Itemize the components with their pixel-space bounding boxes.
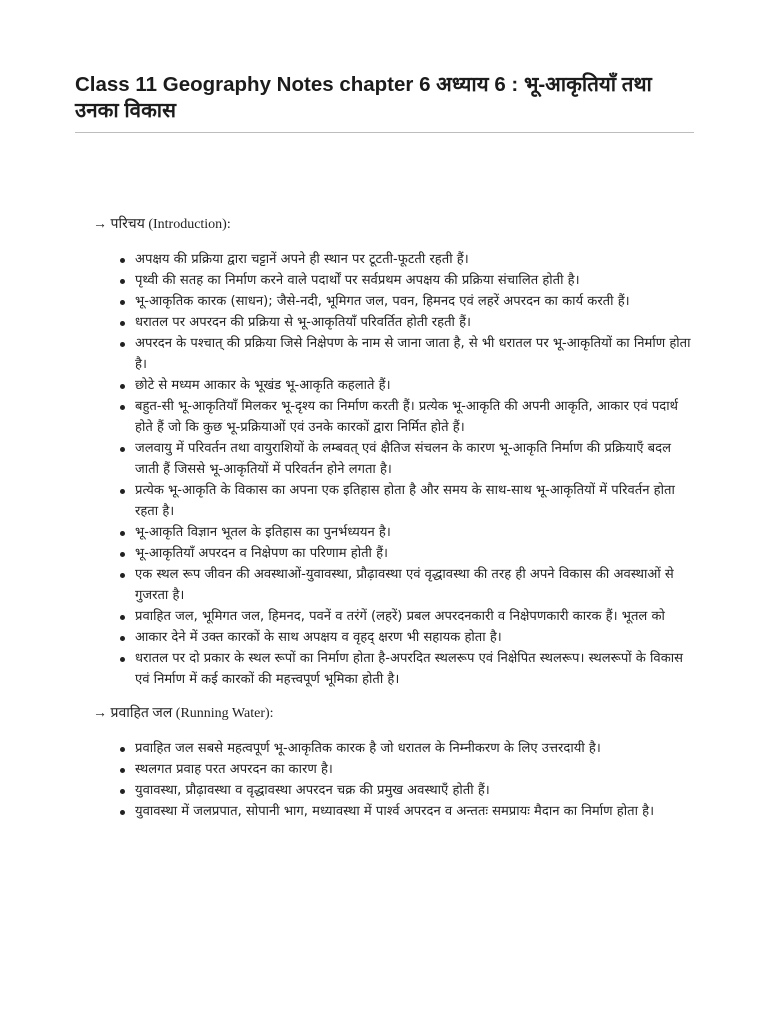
list-item: धरातल पर अपरदन की प्रक्रिया से भू-आकृतियाँ परिवर्तित होती रहती हैं। — [135, 312, 695, 333]
list-item: भू-आकृतिक कारक (साधन); जैसे-नदी, भूमिगत जल, पवन, हिमनद एवं लहरें अपरदन का कार्य करती हैं। — [135, 291, 695, 312]
list-item: अपरदन के पश्चात् की प्रक्रिया जिसे निक्षेपण के नाम से जाना जाता है, से भी धरातल पर भू-आकृतियों का निर्माण होता है। — [135, 333, 695, 375]
list-item: धरातल पर दो प्रकार के स्थल रूपों का निर्माण होता है-अपरदित स्थलरूप एवं निक्षेपित स्थलरूप। स्थलरूपों के विकास एवं निर्माण में कई कारकों की महत्त्वपूर्ण भूमिका होती है। — [135, 648, 695, 690]
list-item: अपक्षय की प्रक्रिया द्वारा चट्टानें अपने ही स्थान पर टूटती-फूटती रहती हैं। — [135, 249, 695, 270]
list-item: प्रवाहित जल, भूमिगत जल, हिमनद, पवनें व तरंगें (लहरें) प्रबल अपरदनकारी व निक्षेपणकारी कारक हैं। भूतल को — [135, 606, 695, 627]
list-item: प्रत्येक भू-आकृति के विकास का अपना एक इतिहास होता है और समय के साथ-साथ भू-आकृतियों में परिवर्तन होता रहता है। — [135, 480, 695, 522]
list-item: बहुत-सी भू-आकृतियाँ मिलकर भू-दृश्य का निर्माण करती हैं। प्रत्येक भू-आकृति की अपनी आकृति, आकार एवं पदार्थ होते हैं जो कि कुछ भू-प्रक्रियाओं एवं उनके कारकों द्वारा निर्मित होते हैं। — [135, 396, 695, 438]
title-divider — [75, 132, 694, 133]
list-item: पृथ्वी की सतह का निर्माण करने वाले पदार्थों पर सर्वप्रथम अपक्षय की प्रक्रिया संचालित होती है। — [135, 270, 695, 291]
running-water-list — [75, 738, 695, 822]
list-item: भू-आकृति विज्ञान भूतल के इतिहास का पुनर्भध्ययन है। — [135, 522, 695, 543]
list-item: युवावस्था में जलप्रपात, सोपानी भाग, मध्यावस्था में पार्श्व अपरदन व अन्ततः समप्रायः मैदान का निर्माण होता है। — [135, 801, 695, 822]
introduction-list — [75, 249, 695, 690]
list-item: स्थलगत प्रवाह परत अपरदन का कारण है। — [135, 759, 695, 780]
page-title: Class 11 Geography Notes chapter 6 अध्याय 6 : भू-आकृतियाँ तथा उनका विकास — [75, 73, 652, 122]
list-item: छोटे से मध्यम आकार के भूखंड भू-आकृति कहलाते हैं। — [135, 375, 695, 396]
list-item: युवावस्था, प्रौढ़ावस्था व वृद्धावस्था अपरदन चक्र की प्रमुख अवस्थाएँ होती हैं। — [135, 780, 695, 801]
list-item: आकार देने में उक्त कारकों के साथ अपक्षय व वृहद् क्षरण भी सहायक होता है। — [135, 627, 695, 648]
section-heading-running-water: → प्रवाहित जल (Running Water): — [93, 706, 274, 721]
list-item: जलवायु में परिवर्तन तथा वायुराशियों के लम्बवत् एवं क्षैतिज संचलन के कारण भू-आकृति निर्माण की प्रक्रियाएँ बदल जाती हैं जिससे भू-आकृतियों में परिवर्तन होने लगता है। — [135, 438, 695, 480]
list-item: एक स्थल रूप जीवन की अवस्थाओं-युवावस्था, प्रौढ़ावस्था एवं वृद्धावस्था की तरह ही अपने विकास की अवस्थाओं से गुजरता है। — [135, 564, 695, 606]
list-item: प्रवाहित जल सबसे महत्वपूर्ण भू-आकृतिक कारक है जो धरातल के निम्नीकरण के लिए उत्तरदायी है। — [135, 738, 695, 759]
section-heading-introduction: → परिचय (Introduction): — [93, 217, 231, 232]
list-item: भू-आकृतियाँ अपरदन व निक्षेपण का परिणाम होती हैं। — [135, 543, 695, 564]
